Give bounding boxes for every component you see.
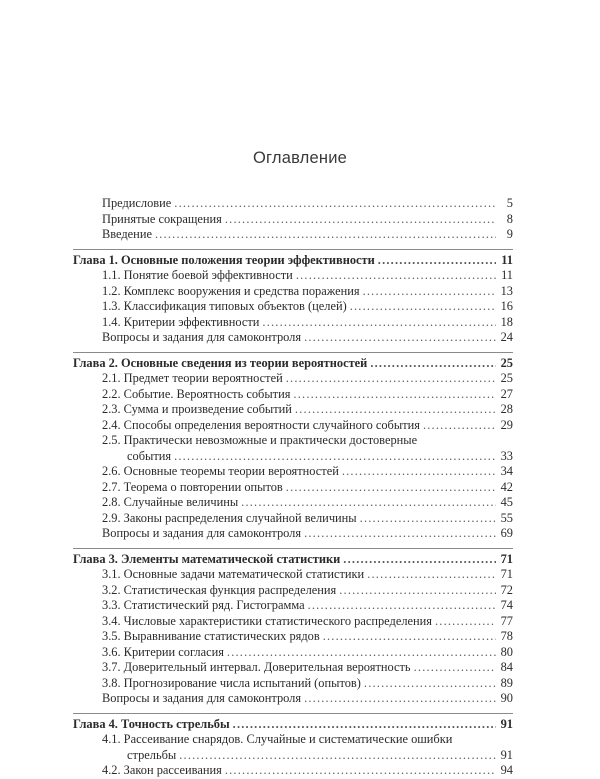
- entry-title: Введение: [102, 227, 152, 241]
- entry-title: 2.3. Сумма и произведение событий: [102, 402, 292, 416]
- toc-entry-abbreviations[interactable]: [73, 212, 513, 228]
- entry-page: 28: [500, 402, 513, 416]
- dot-leader: [414, 660, 496, 676]
- dot-leader: [343, 552, 496, 568]
- dot-leader: [370, 356, 496, 372]
- dot-leader: [423, 418, 496, 434]
- toc-chapter-heading[interactable]: [73, 717, 513, 733]
- dot-leader: [155, 227, 496, 243]
- entry-title: Глава 3. Элементы математической статистики: [73, 551, 341, 566]
- dot-leader: [363, 284, 496, 300]
- dot-leader: [304, 526, 496, 542]
- entry-page: 24: [500, 330, 513, 344]
- toc-section[interactable]: [73, 691, 513, 707]
- entry-page: 84: [500, 660, 513, 674]
- entry-page: 29: [500, 417, 513, 432]
- entry-title: 3.5. Выравнивание статистических рядов: [102, 629, 320, 643]
- entry-title: Глава 4. Точность стрельбы: [73, 716, 230, 731]
- entry-title: Глава 1. Основные положения теории эффективности: [73, 252, 375, 267]
- toc-section[interactable]: [73, 299, 513, 315]
- entry-page: 13: [500, 283, 513, 298]
- toc-section[interactable]: [73, 732, 513, 763]
- entry-title: 2.6. Основные теоремы теории вероятностей: [102, 464, 339, 478]
- toc-section[interactable]: [73, 583, 513, 599]
- page-title: Оглавление: [253, 149, 347, 167]
- entry-title: 2.1. Предмет теории вероятностей: [102, 371, 283, 385]
- toc-entry-preface[interactable]: [73, 196, 513, 212]
- entry-title: 1.4. Критерии эффективности: [102, 314, 260, 329]
- toc-chapter-heading[interactable]: [73, 552, 513, 568]
- dot-leader: [350, 299, 496, 315]
- dot-leader: [339, 583, 496, 599]
- dot-leader: [296, 268, 496, 284]
- entry-page: 71: [500, 567, 513, 581]
- entry-title: Принятые сокращения: [102, 211, 222, 226]
- dot-leader: [378, 253, 496, 269]
- dot-leader: [286, 480, 496, 496]
- entry-page: 89: [500, 675, 513, 690]
- entry-page: 74: [500, 598, 513, 612]
- toc-section[interactable]: [73, 387, 513, 403]
- entry-page: 16: [500, 299, 513, 313]
- entry-title: Вопросы и задания для самоконтроля: [102, 330, 302, 344]
- toc-front-matter: [73, 196, 513, 243]
- entry-page: 11: [501, 268, 513, 282]
- dot-leader: [304, 330, 496, 346]
- dot-leader: [304, 691, 496, 707]
- toc-chapter-1: [73, 253, 513, 346]
- dot-leader: [360, 511, 496, 527]
- entry-title: 2.8. Случайные величины: [102, 495, 239, 509]
- entry-page: 25: [500, 371, 513, 385]
- entry-page: 72: [500, 582, 513, 597]
- entry-page: 77: [500, 613, 513, 628]
- toc-chapter-heading[interactable]: [73, 356, 513, 372]
- entry-title: 1.3. Классификация типовых объектов (целей): [102, 299, 347, 313]
- entry-title: 3.1. Основные задачи математической статистики: [102, 567, 365, 581]
- entry-page: 80: [500, 644, 513, 659]
- entry-title: 2.9. Законы распределения случайной величины: [102, 510, 357, 525]
- toc-chapter-4: [73, 717, 513, 779]
- entry-title: 3.2. Статистическая функция распределения: [102, 582, 337, 597]
- entry-page: 69: [500, 526, 513, 540]
- toc-section[interactable]: [73, 433, 513, 464]
- toc-section[interactable]: [73, 402, 513, 418]
- entry-title: 3.7. Доверительный интервал. Доверительная вероятность: [102, 660, 411, 674]
- entry-title: 3.8. Прогнозирование числа испытаний (опытов): [102, 675, 361, 690]
- dot-leader: [323, 629, 496, 645]
- dot-leader: [241, 495, 496, 511]
- entry-page: 90: [500, 691, 513, 705]
- entry-title-continued: стрельбы: [127, 747, 177, 762]
- toc-section[interactable]: [73, 464, 513, 480]
- dot-leader: [342, 464, 496, 480]
- entry-page: 71: [500, 551, 513, 566]
- entry-page: 91: [500, 716, 513, 731]
- toc-section[interactable]: [73, 629, 513, 645]
- entry-title: Предисловие: [102, 196, 172, 210]
- entry-page: 94: [500, 763, 513, 777]
- entry-title: 3.6. Критерии согласия: [102, 644, 224, 659]
- toc-entry-introduction[interactable]: [73, 227, 513, 243]
- entry-title: 1.1. Понятие боевой эффективности: [102, 268, 293, 282]
- entry-page: 78: [500, 629, 513, 643]
- toc-section[interactable]: [73, 598, 513, 614]
- entry-title: 2.7. Теорема о повторении опытов: [102, 479, 283, 494]
- entry-page: 18: [500, 314, 513, 329]
- toc-section[interactable]: [73, 315, 513, 331]
- entry-title: 3.4. Числовые характеристики статистического распределения: [102, 613, 432, 628]
- dot-leader: [367, 567, 496, 583]
- entry-title: Вопросы и задания для самоконтроля: [102, 526, 302, 540]
- entry-title: 2.2. Событие. Вероятность события: [102, 386, 291, 401]
- entry-title: 3.3. Статистический ряд. Гистограмма: [102, 598, 305, 612]
- dot-leader: [293, 387, 496, 403]
- entry-page: 34: [500, 464, 513, 478]
- entry-page: 55: [500, 510, 513, 525]
- entry-title: Глава 2. Основные сведения из теории вероятностей: [73, 355, 368, 370]
- entry-title: 1.2. Комплекс вооружения и средства поражения: [102, 283, 360, 298]
- dot-leader: [227, 645, 496, 661]
- entry-page: 33: [500, 448, 513, 463]
- toc-section[interactable]: [73, 660, 513, 676]
- dot-leader: [295, 402, 496, 418]
- toc-chapter-heading[interactable]: [73, 253, 513, 269]
- toc-section[interactable]: [73, 284, 513, 300]
- entry-title: 2.4. Способы определения вероятности случайного события: [102, 417, 420, 432]
- toc-section[interactable]: [73, 526, 513, 542]
- dot-leader: [308, 598, 496, 614]
- toc-section[interactable]: [73, 418, 513, 434]
- toc-section[interactable]: [73, 645, 513, 661]
- dot-leader: [435, 614, 496, 630]
- dot-leader: [286, 371, 496, 387]
- entry-page: 25: [500, 355, 513, 370]
- entry-page: 91: [500, 747, 513, 762]
- entry-title: 4.2. Закон рассеивания: [102, 763, 222, 777]
- table-of-contents: [73, 196, 513, 779]
- entry-title: 4.1. Рассеивание снарядов. Случайные и систематические ошибки: [102, 732, 453, 746]
- dot-leader: [364, 676, 496, 692]
- entry-title: 2.5. Практически невозможные и практически достоверные: [102, 433, 418, 447]
- dot-leader: [225, 212, 496, 228]
- dot-leader: [174, 449, 496, 465]
- toc-section[interactable]: [73, 676, 513, 692]
- toc-section[interactable]: [73, 567, 513, 583]
- entry-page: 27: [500, 386, 513, 401]
- toc-section[interactable]: [73, 268, 513, 284]
- dot-leader: [233, 717, 496, 733]
- entry-page: 8: [506, 211, 513, 226]
- entry-title-continued: события: [127, 448, 172, 463]
- entry-page: 42: [500, 479, 513, 494]
- toc-section[interactable]: [73, 480, 513, 496]
- toc-chapter-3: [73, 552, 513, 707]
- toc-section[interactable]: [73, 614, 513, 630]
- dot-leader: [225, 763, 496, 779]
- entry-page: 45: [500, 495, 513, 509]
- dot-leader: [262, 315, 496, 331]
- entry-page: 5: [506, 196, 513, 210]
- toc-section[interactable]: [73, 511, 513, 527]
- toc-section[interactable]: [73, 371, 513, 387]
- toc-section[interactable]: [73, 330, 513, 346]
- toc-chapter-2: [73, 356, 513, 542]
- toc-section[interactable]: [73, 763, 513, 779]
- entry-title: Вопросы и задания для самоконтроля: [102, 691, 302, 705]
- toc-section[interactable]: [73, 495, 513, 511]
- entry-page: 9: [506, 227, 513, 241]
- dot-leader: [174, 196, 496, 212]
- entry-page: 11: [501, 252, 513, 267]
